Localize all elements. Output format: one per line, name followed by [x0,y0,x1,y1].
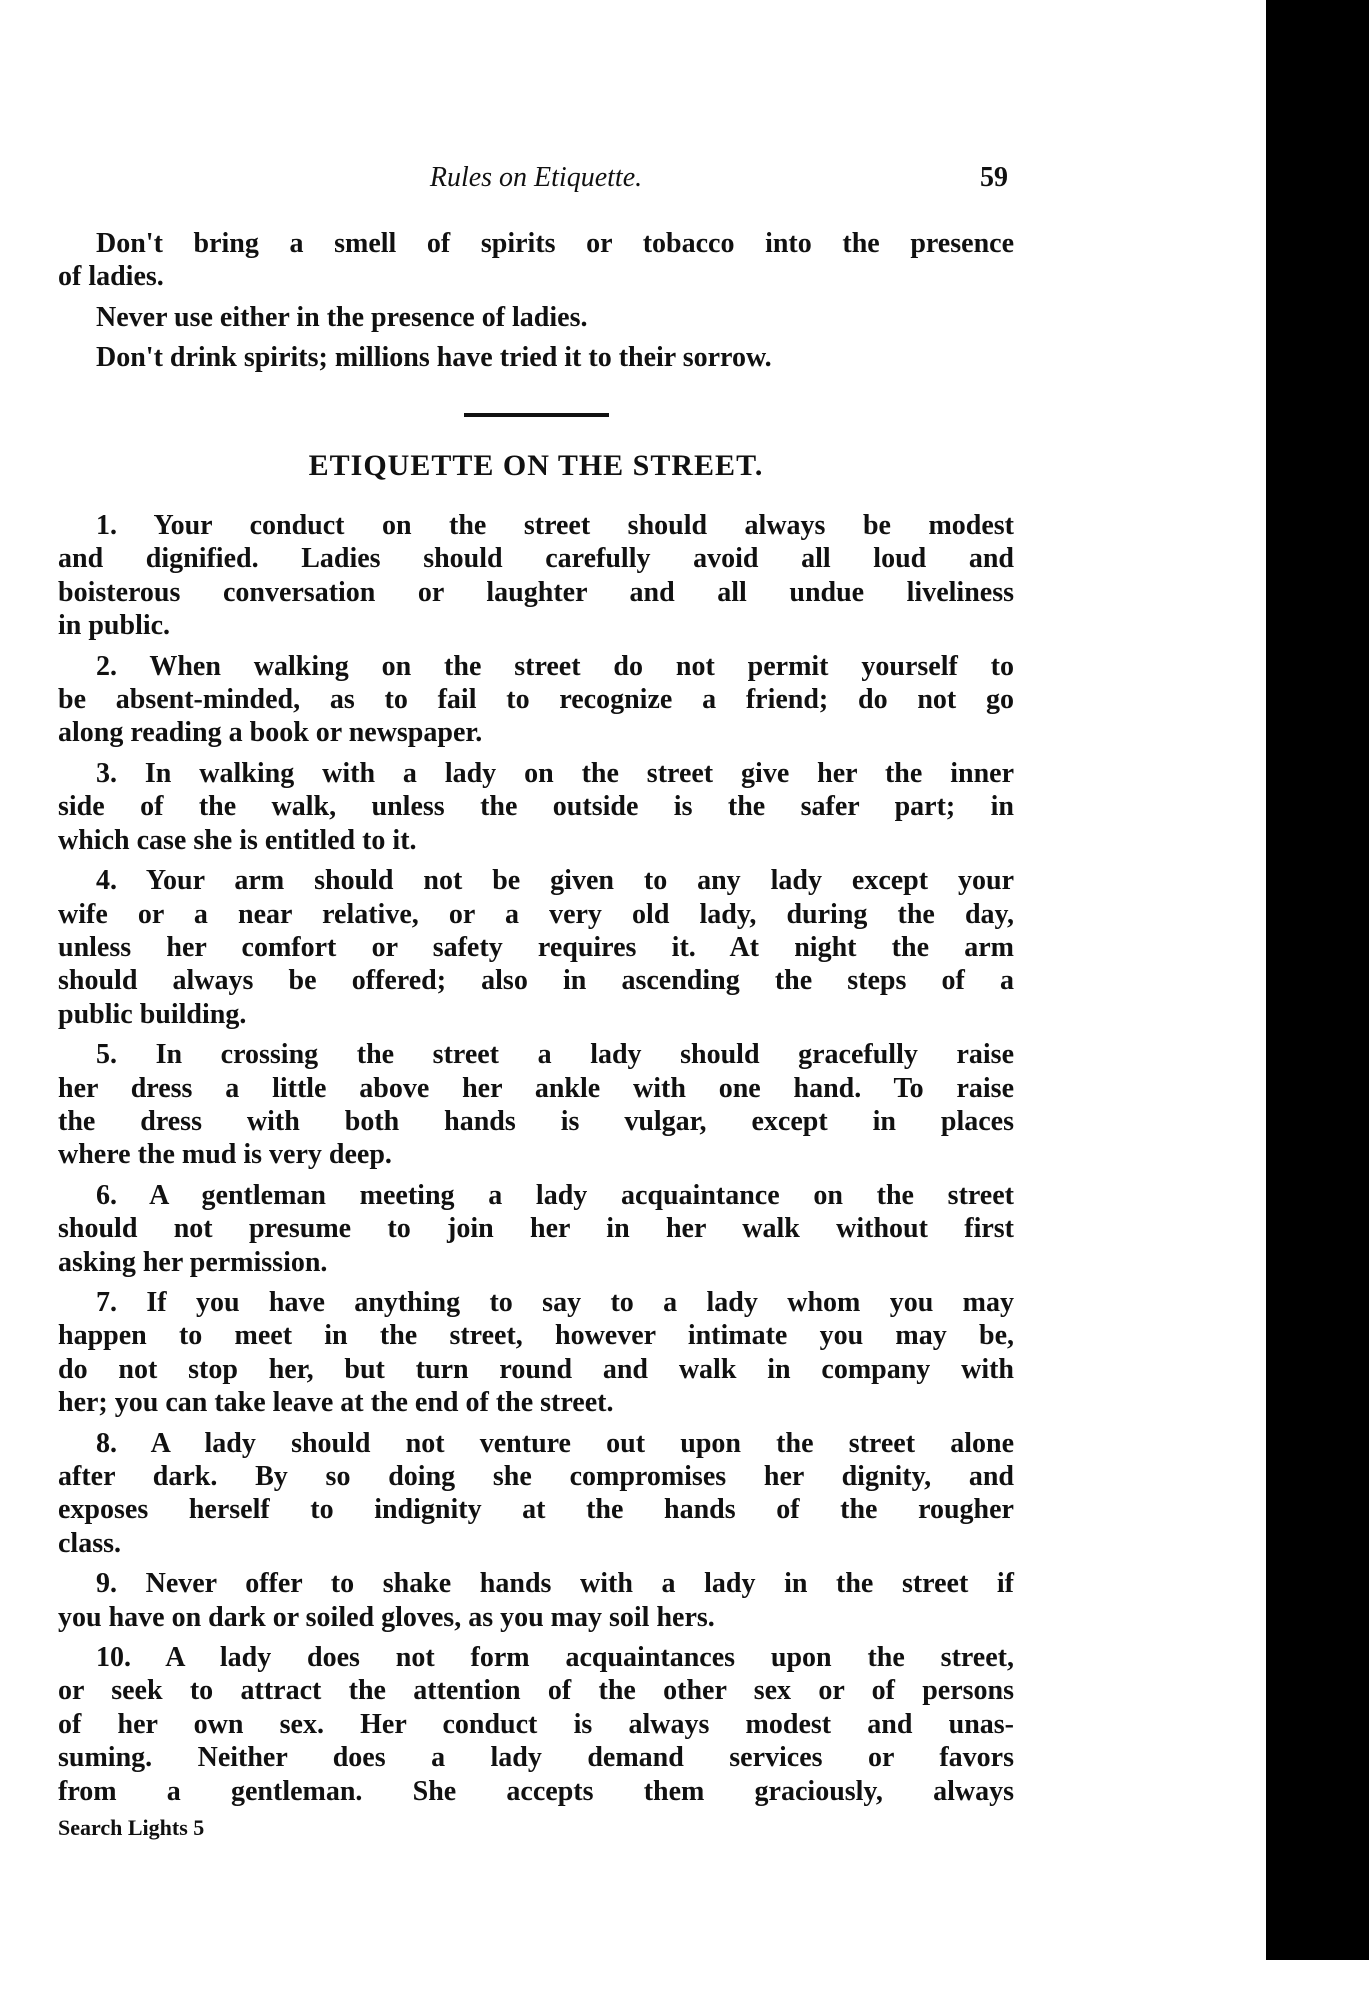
text-line: 10. A lady does not form acquaintances upon the street, [96,1642,1014,1674]
text-line: Never use either in the presence of ladies. [96,301,588,333]
text-line: the dress with both hands is vulgar, except in places [58,1105,1014,1137]
text-line: along reading a book or newspaper. [58,717,483,749]
text-line: in public. [58,610,171,642]
text-line: from a gentleman. She accepts them graciously, always [58,1775,1014,1807]
rules-paragraph [58,650,1014,750]
text-line: you have on dark or soiled gloves, as you may soil hers. [58,1601,715,1633]
text-line: happen to meet in the street, however intimate you may be, [58,1320,1014,1352]
page-body [58,227,1014,1815]
running-header [58,162,1014,202]
section-heading: ETIQUETTE ON THE STREET. [308,448,764,482]
intro-paragraph [58,301,1014,334]
text-line: be absent-minded, as to fail to recognize a friend; do not go [58,684,1014,716]
text-line: 9. Never offer to shake hands with a lady in the street if [96,1568,1014,1600]
text-line: 7. If you have anything to say to a lady whom you may [96,1286,1014,1318]
rules-paragraph [58,757,1014,857]
rules-paragraph [58,1286,1014,1420]
intro-paragraph [58,341,1014,374]
text-line: 3. In walking with a lady on the street give her the inner [96,757,1014,789]
page-number: 59 [980,162,1008,193]
text-line: 5. In crossing the street a lady should gracefully raise [96,1039,1014,1071]
text-line: class. [58,1527,121,1559]
text-line: asking her permission. [58,1246,328,1278]
text-line: unless her comfort or safety requires it. At night the arm [58,931,1014,963]
text-line: where the mud is very deep. [58,1139,392,1171]
section-divider [464,413,609,417]
text-line: 4. Your arm should not be given to any lady except your [96,865,1014,897]
scan-edge-black-bar [1266,0,1369,1960]
text-line: Don't bring a smell of spirits or tobacco into the presence [96,228,1014,259]
text-line: of ladies. [58,261,164,293]
text-line: 6. A gentleman meeting a lady acquaintance on the street [96,1179,1014,1211]
text-line: after dark. By so doing she compromises her dignity, and [58,1461,1014,1492]
text-line: of her own sex. Her conduct is always modest and unas- [58,1708,1014,1740]
rules-paragraph [58,1427,1014,1561]
rules-paragraph [58,1038,1014,1172]
text-line: which case she is entitled to it. [58,824,417,856]
running-title: Rules on Etiquette. [429,162,643,193]
text-line: 1. Your conduct on the street should always be modest [96,510,1014,542]
text-line: exposes herself to indignity at the hands of the rougher [58,1494,1014,1526]
text-line: her; you can take leave at the end of the street. [58,1387,614,1419]
text-line: Don't drink spirits; millions have tried it to their sorrow. [96,342,772,374]
intro-paragraph [58,227,1014,294]
text-line: her dress a little above her ankle with one hand. To raise [58,1072,1014,1104]
text-line: do not stop her, but turn round and walk in company with [58,1353,1014,1385]
text-line: should not presume to join her in her walk without first [58,1213,1014,1245]
rules-paragraph [58,1179,1014,1279]
text-line: suming. Neither does a lady demand services or favors [58,1742,1014,1774]
text-line: side of the walk, unless the outside is the safer part; in [58,791,1014,823]
rules-paragraph [58,1567,1014,1634]
rules-paragraph [58,509,1014,643]
rules-paragraph [58,1641,1014,1808]
text-line: public building. [58,998,247,1030]
text-line: and dignified. Ladies should carefully avoid all loud and [58,543,1014,575]
signature-mark: Search Lights 5 [58,1815,205,1840]
text-line: or seek to attract the attention of the other sex or of persons [58,1675,1014,1707]
text-line: 2. When walking on the street do not permit yourself to [96,650,1014,682]
rules-paragraph [58,864,1014,1031]
text-line: boisterous conversation or laughter and all undue liveliness [58,576,1014,608]
text-line: should always be offered; also in ascending the steps of a [58,965,1014,997]
text-line: 8. A lady should not venture out upon the street alone [96,1427,1014,1459]
text-line: wife or a near relative, or a very old lady, during the day, [58,898,1014,930]
